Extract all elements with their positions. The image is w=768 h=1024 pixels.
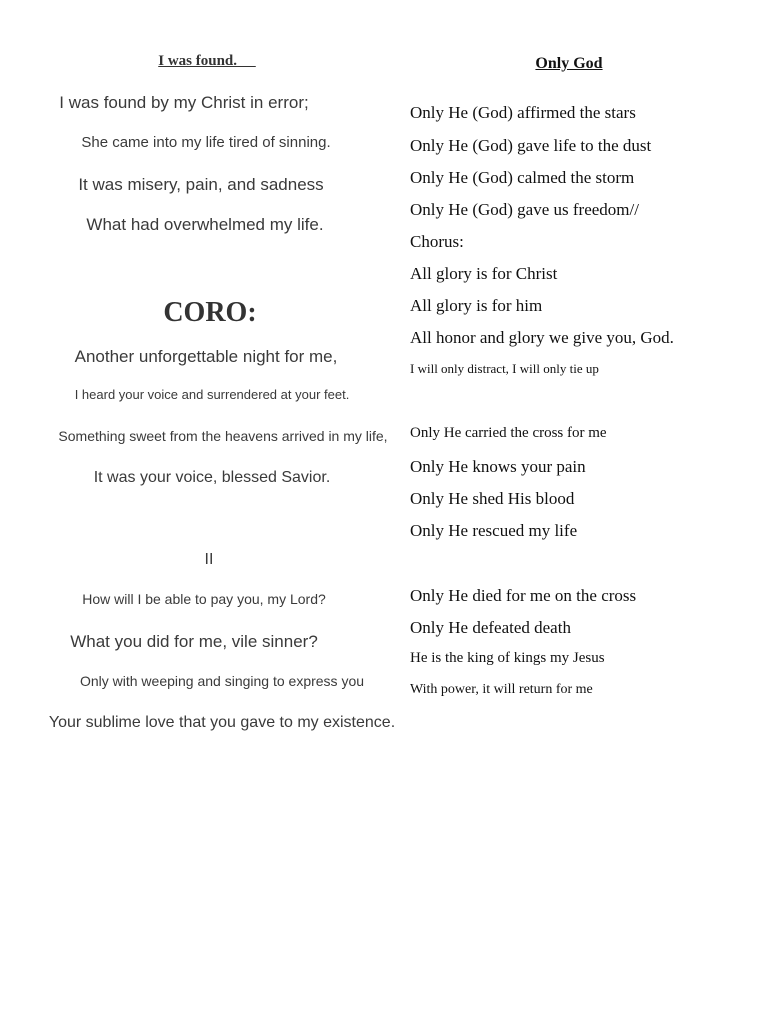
right-stanza1-line-7: All glory is for him xyxy=(410,296,543,315)
left-verse2-line-1: How will I be able to pay you, my Lord? xyxy=(82,591,326,607)
left-song-title-underline-space xyxy=(237,53,256,69)
right-stanza2-line-4: Only He rescued my life xyxy=(410,521,578,540)
right-stanza2-line-3: Only He shed His blood xyxy=(410,489,575,508)
left-verse2-line-2: What you did for me, vile sinner? xyxy=(70,632,318,651)
right-stanza1-line-6: All glory is for Christ xyxy=(410,264,558,283)
chorus-heading: CORO: xyxy=(163,297,257,328)
right-stanza3-line-1: Only He died for me on the cross xyxy=(410,586,637,605)
left-song-title xyxy=(158,54,256,69)
left-verse1-line-3: It was misery, pain, and sadness xyxy=(78,175,324,194)
right-stanza3-line-2: Only He defeated death xyxy=(410,618,571,637)
right-stanza2-line-1: Only He carried the cross for me xyxy=(410,425,607,441)
left-chorus-line-3: Something sweet from the heavens arrived in my life, xyxy=(58,428,388,444)
right-stanza1-line-3: Only He (God) calmed the storm xyxy=(410,168,635,187)
right-song-title: Only God xyxy=(535,55,603,72)
left-verse2-line-3: Only with weeping and singing to express you xyxy=(79,673,365,689)
left-verse1-line-4: What had overwhelmed my life. xyxy=(86,215,324,234)
left-verse2-line-4: Your sublime love that you gave to my existence. xyxy=(48,714,396,731)
right-stanza1-line-1: Only He (God) affirmed the stars xyxy=(410,103,636,122)
right-stanza1-line-8: All honor and glory we give you, God. xyxy=(410,328,674,347)
right-stanza2-line-2: Only He knows your pain xyxy=(410,457,586,476)
verse2-heading: II xyxy=(204,551,214,568)
left-chorus-line-2: I heard your voice and surrendered at your feet. xyxy=(74,387,350,402)
left-chorus-line-1: Another unforgettable night for me, xyxy=(74,347,338,366)
right-stanza3-line-4: With power, it will return for me xyxy=(410,682,593,697)
left-chorus-line-4: It was your voice, blessed Savior. xyxy=(93,469,331,486)
right-chorus-label: Chorus: xyxy=(410,232,464,251)
left-song-title-text: I was found. xyxy=(158,53,238,69)
right-stanza1-line-4: Only He (God) gave us freedom// xyxy=(410,200,639,219)
right-stanza1-line-2: Only He (God) gave life to the dust xyxy=(410,136,652,155)
right-stanza3-line-3: He is the king of kings my Jesus xyxy=(410,650,605,666)
right-stanza1-line-9: I will only distract, I will only tie up xyxy=(410,361,599,376)
left-verse1-line-2: She came into my life tired of sinning. xyxy=(81,134,331,151)
left-verse1-line-1: I was found by my Christ in error; xyxy=(59,93,309,112)
